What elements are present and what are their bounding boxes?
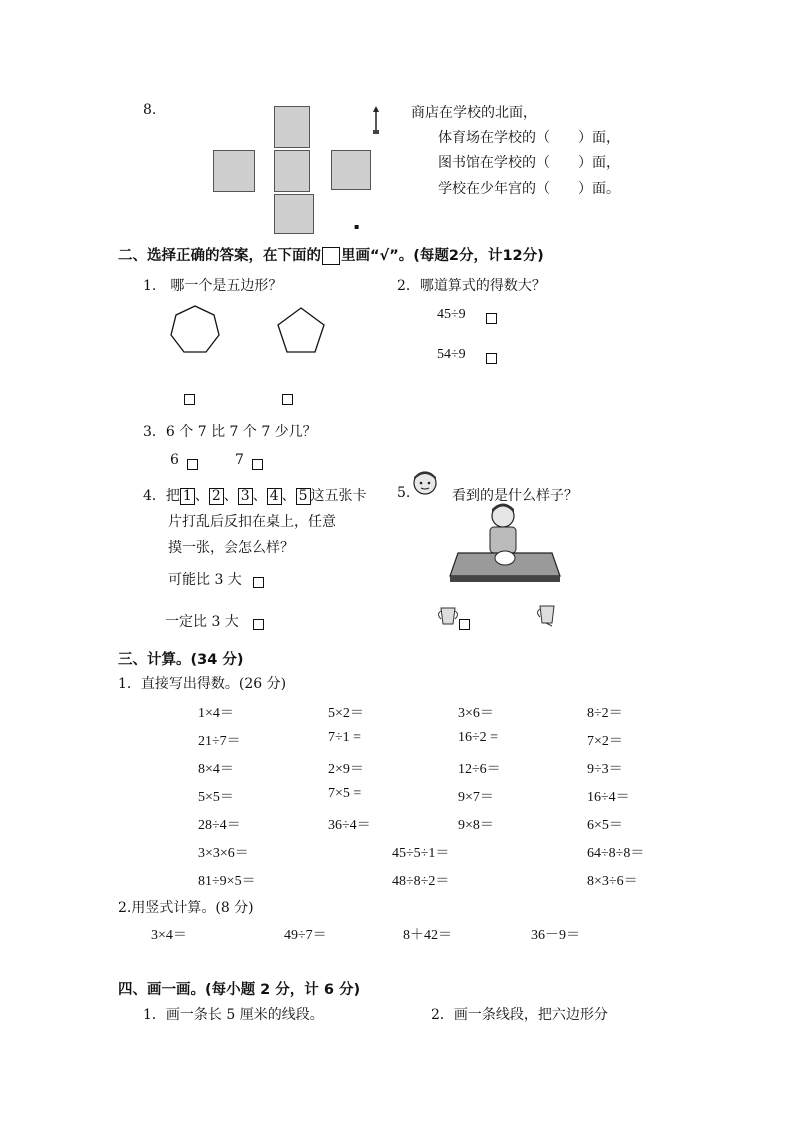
section4-title: 四、画一画。(每小题 2 分，计 6 分) bbox=[118, 982, 361, 998]
q3-option-a: 6 bbox=[170, 452, 179, 468]
mark-icon: ▪ bbox=[354, 222, 360, 231]
calc-item: 9×7＝ bbox=[458, 790, 494, 805]
calc-item: 64÷8÷8＝ bbox=[587, 846, 645, 861]
calc-item: 3×3×6＝ bbox=[198, 846, 249, 861]
q8-line-1: 商店在学校的北面， bbox=[411, 105, 537, 121]
s2-q1: 1. 哪一个是五边形？ bbox=[143, 278, 283, 294]
north-arrow-icon bbox=[369, 106, 383, 136]
q4-option-a: 可能比 3 大 bbox=[168, 572, 242, 588]
calc-item: 7×5 = bbox=[328, 786, 362, 801]
heptagon-check-box[interactable] bbox=[184, 394, 195, 405]
q4-line-2: 片打乱后反扣在桌上，任意 bbox=[168, 514, 336, 530]
q3-option-b: 7 bbox=[235, 452, 244, 468]
cup-view-b-icon bbox=[534, 602, 560, 628]
vertical-calc-item: 3×4＝ bbox=[151, 928, 187, 943]
s2-q2: 2．哪道算式的得数大？ bbox=[397, 278, 546, 294]
shop-picture bbox=[274, 106, 310, 148]
cup-view-a-icon bbox=[435, 604, 461, 628]
s2-q5-text: 看到的是什么样子？ bbox=[452, 488, 578, 504]
calc-item: 8÷2＝ bbox=[587, 706, 623, 721]
pentagon-check-box[interactable] bbox=[282, 394, 293, 405]
calc-item: 6×5＝ bbox=[587, 818, 623, 833]
calc-item: 28÷4＝ bbox=[198, 818, 241, 833]
section3-title: 三、计算。(34 分) bbox=[118, 652, 244, 668]
calc-item: 16÷4＝ bbox=[587, 790, 630, 805]
q2-option-b: 54÷9 bbox=[437, 347, 466, 362]
calc-item: 5×5＝ bbox=[198, 790, 234, 805]
q4-option-b-check-box[interactable] bbox=[253, 619, 264, 630]
q2-option-a-check-box[interactable] bbox=[486, 313, 497, 324]
calc-item: 21÷7＝ bbox=[198, 734, 241, 749]
section3-sub1: 1．直接写出得数。(26 分) bbox=[118, 676, 287, 692]
calc-item: 8×3÷6＝ bbox=[587, 874, 638, 889]
q2-option-a: 45÷9 bbox=[437, 307, 466, 322]
calc-item: 45÷5÷1＝ bbox=[392, 846, 450, 861]
calc-item: 16÷2 = bbox=[458, 730, 499, 745]
q2-option-b-check-box[interactable] bbox=[486, 353, 497, 364]
q4-sep: 、 bbox=[281, 488, 296, 504]
vertical-calc-item: 49÷7＝ bbox=[284, 928, 327, 943]
pentagon-shape bbox=[275, 306, 327, 354]
calc-item: 12÷6＝ bbox=[458, 762, 501, 777]
school-picture bbox=[274, 150, 310, 192]
youth-palace-picture bbox=[274, 194, 314, 234]
card-2: 2 bbox=[209, 488, 224, 505]
calc-item: 7÷1 = bbox=[328, 730, 362, 745]
calc-item: 7×2＝ bbox=[587, 734, 623, 749]
section2-title bbox=[118, 244, 544, 265]
q8-line-2: 体育场在学校的（ ）面， bbox=[438, 130, 620, 146]
calc-item: 48÷8÷2＝ bbox=[392, 874, 450, 889]
section4-q1: 1．画一条长 5 厘米的线段。 bbox=[143, 1007, 324, 1023]
q4-option-a-check-box[interactable] bbox=[253, 577, 264, 588]
vertical-calc-item: 36－9＝ bbox=[531, 928, 580, 943]
calc-item: 9÷3＝ bbox=[587, 762, 623, 777]
boy-at-table-picture bbox=[448, 498, 566, 588]
q8-line-3: 图书馆在学校的（ ）面， bbox=[438, 155, 620, 171]
q8-number: 8. bbox=[143, 102, 157, 118]
calc-item: 1×4＝ bbox=[198, 706, 234, 721]
stadium-picture bbox=[331, 150, 371, 190]
q4-line-3: 摸一张，会怎么样？ bbox=[168, 540, 294, 556]
library-picture bbox=[213, 150, 255, 192]
calc-item: 5×2＝ bbox=[328, 706, 364, 721]
calc-item: 3×6＝ bbox=[458, 706, 494, 721]
q4-option-b: 一定比 3 大 bbox=[165, 614, 239, 630]
q3-option-b-check-box[interactable] bbox=[252, 459, 263, 470]
section2-title-b: 里画“√”。(每题2分，计12分) bbox=[341, 248, 544, 264]
card-3: 3 bbox=[238, 488, 253, 505]
card-5: 5 bbox=[296, 488, 311, 505]
s2-q3: 3．6 个 7 比 7 个 7 少几？ bbox=[143, 424, 317, 440]
calc-item: 2×9＝ bbox=[328, 762, 364, 777]
q4-sep: 、 bbox=[194, 488, 209, 504]
q4-sep: 、 bbox=[223, 488, 238, 504]
calc-item: 36÷4＝ bbox=[328, 818, 371, 833]
q3-option-a-check-box[interactable] bbox=[187, 459, 198, 470]
section2-title-a: 二、选择正确的答案，在下面的 bbox=[118, 248, 321, 264]
q4-sep: 、 bbox=[252, 488, 267, 504]
s2-q5-number: 5. bbox=[397, 485, 411, 501]
card-4: 4 bbox=[267, 488, 282, 505]
q8-line-4: 学校在少年宫的（ ）面。 bbox=[438, 181, 620, 197]
calc-item: 9×8＝ bbox=[458, 818, 494, 833]
calc-item: 8×4＝ bbox=[198, 762, 234, 777]
s2-q4 bbox=[143, 485, 367, 505]
q4-prefix: 4．把 bbox=[143, 488, 180, 504]
boy-head-icon bbox=[411, 468, 439, 496]
q4-suffix: 这五张卡 bbox=[310, 488, 367, 504]
answer-box-icon bbox=[322, 247, 340, 265]
vertical-calc-item: 8＋42＝ bbox=[403, 928, 452, 943]
section4-q2: 2．画一条线段，把六边形分 bbox=[431, 1007, 608, 1023]
section3-sub2: 2.用竖式计算。(8 分) bbox=[118, 900, 254, 916]
card-1: 1 bbox=[180, 488, 195, 505]
calc-item: 81÷9×5＝ bbox=[198, 874, 256, 889]
heptagon-shape bbox=[168, 304, 222, 356]
cup-view-a-check-box[interactable] bbox=[459, 619, 470, 630]
